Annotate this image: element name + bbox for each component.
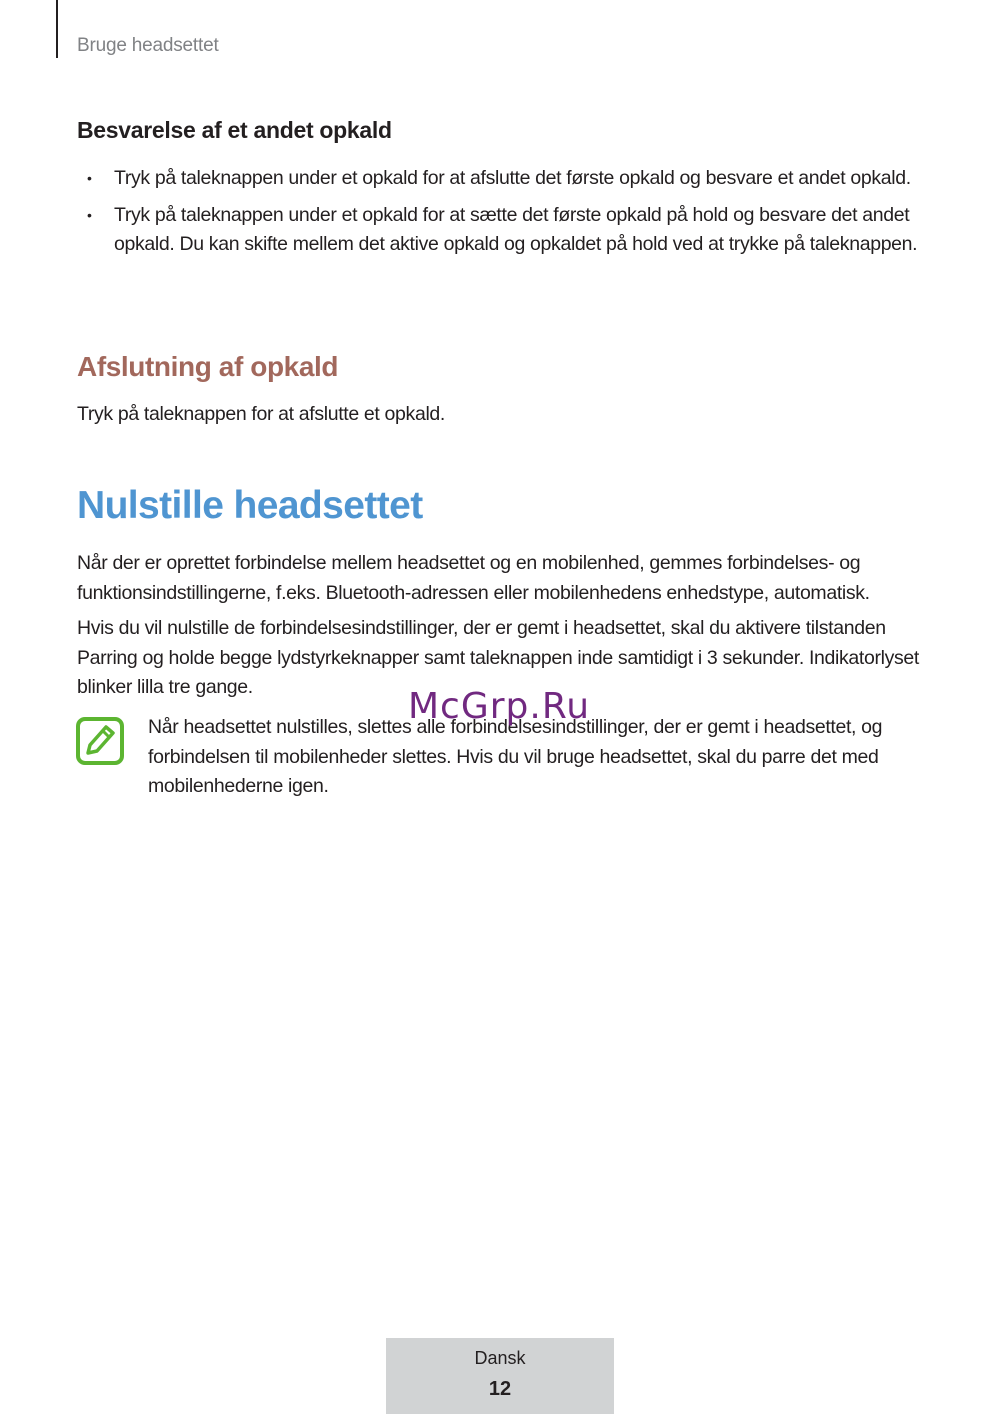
watermark: McGrp.Ru [408,686,591,727]
footer-language: Dansk [474,1348,526,1368]
section-body: Tryk på taleknappen for at afslutte et opkald. [77,403,445,425]
footer [386,1338,614,1414]
note-text: Når headsettet nulstilles, slettes alle forbindelsesindstillinger, der er gemt i headsettet, og forbindelsen til mobilenheder slettes. Hvis du vil bruge headsettet, skal du parre det med mobilenhederne igen. [148,716,883,797]
paragraph: Hvis du vil nulstille de forbindelsesindstillinger, der er gemt i headsettet, skal du aktivere tilstanden Parring og holde begge lydstyrkeknapper samt taleknappen inde samtidigt i 3 sekunder. Indikatorlyset blinker lilla tre gange. [77,617,919,698]
section-heading: Afslutning af opkald [77,351,339,382]
page-number: 12 [488,1378,512,1400]
running-header: Bruge headsettet [77,35,219,56]
chapter-title: Nulstille headsettet [77,484,423,527]
bullet-mark: • [87,206,92,223]
header-rule [56,0,58,58]
paragraph: Når der er oprettet forbindelse mellem headsettet og en mobilenhed, gemmes forbindelses- og funktionsindstillingerne, f.eks. Bluetooth-adressen eller mobilenhedens enhedstype, automatisk. [77,552,870,604]
subsection-heading: Besvarelse af et andet opkald [77,117,392,143]
list-item [77,201,922,260]
list-item-text: Tryk på taleknappen under et opkald for at sætte det første opkald på hold og besvare det andet opkald. Du kan skifte mellem det aktive opkald og opkaldet på hold ved at trykke på taleknappen. [114,203,918,255]
note-pencil-icon [76,717,124,765]
bullet-list [77,164,922,267]
list-item [77,164,922,194]
list-item-text: Tryk på taleknappen under et opkald for at afslutte det første opkald og besvare et andet opkald. [114,167,911,189]
bullet-mark: • [87,170,92,186]
